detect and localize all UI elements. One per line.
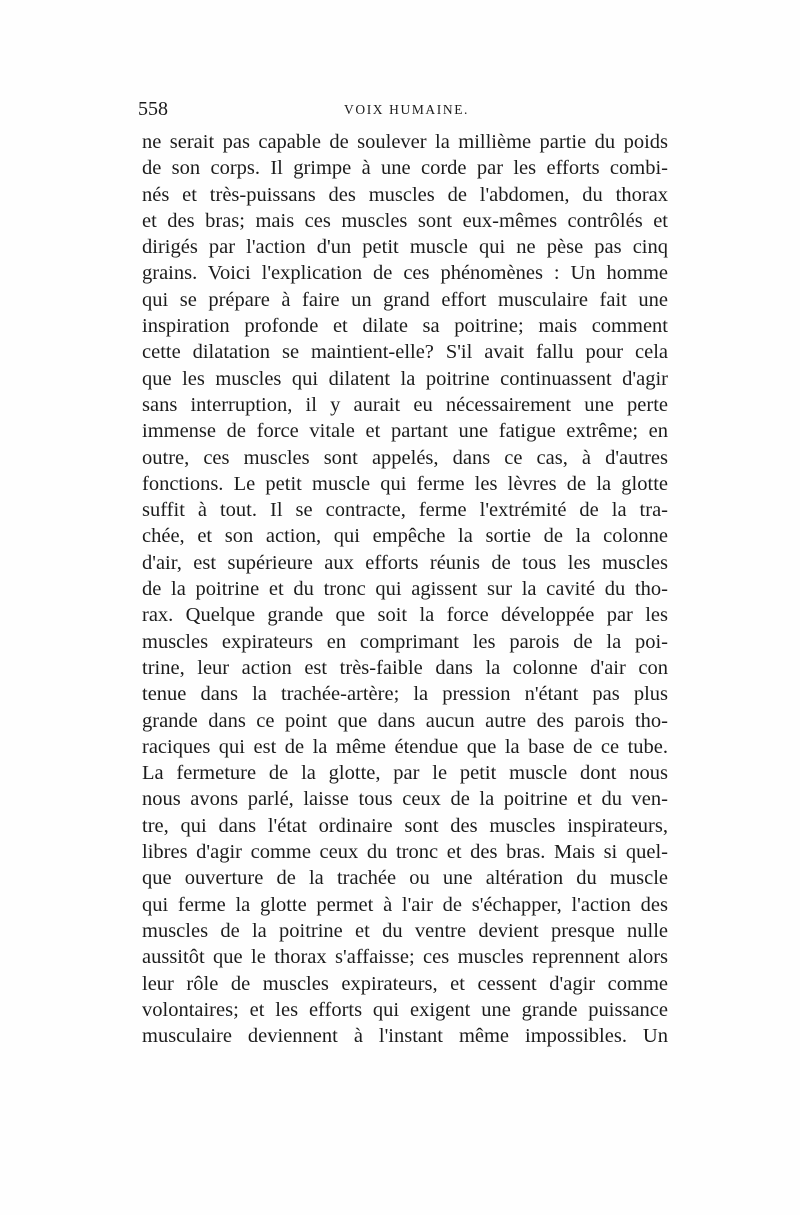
text-line: muscles expirateurs en comprimant les parois de la poi- — [142, 630, 668, 653]
text-line: aussitôt que le thorax s'affaisse; ces muscles reprennent alors — [142, 946, 668, 969]
text-line: libres d'agir comme ceux du tronc et des bras. Mais si quel- — [142, 841, 668, 864]
text-line: qui se prépare à faire un grand effort musculaire fait une — [142, 288, 668, 311]
text-line: et des bras; mais ces muscles sont eux-mêmes contrôlés et — [142, 209, 668, 232]
text-line: chée, et son action, qui empêche la sortie de la colonne — [142, 525, 668, 548]
page-header — [138, 96, 668, 126]
text-line: tre, qui dans l'état ordinaire sont des muscles inspirateurs, — [142, 814, 668, 837]
text-line: volontaires; et les efforts qui exigent une grande puissance — [142, 998, 668, 1021]
text-line: de son corps. Il grimpe à une corde par les efforts combi- — [142, 157, 668, 180]
text-line: nous avons parlé, laisse tous ceux de la poitrine et du ven- — [142, 788, 668, 811]
text-line: nés et très-puissans des muscles de l'abdomen, du thorax — [142, 183, 668, 206]
text-line: de la poitrine et du tronc qui agissent sur la cavité du tho- — [142, 578, 668, 601]
text-line: que ouverture de la trachée ou une altération du muscle — [142, 867, 668, 890]
text-line: musculaire deviennent à l'instant même impossibles. Un — [142, 1025, 668, 1048]
text-line: leur rôle de muscles expirateurs, et cessent d'agir comme — [142, 972, 668, 995]
text-line: d'air, est supérieure aux efforts réunis de tous les muscles — [142, 551, 668, 574]
text-line: tenue dans la trachée-artère; la pression n'étant pas plus — [142, 683, 668, 706]
text-line: grande dans ce point que dans aucun autre des parois tho- — [142, 709, 668, 732]
text-line: cette dilatation se maintient-elle? S'il avait fallu pour cela — [142, 341, 668, 364]
page-number: 558 — [138, 98, 168, 120]
text-line: ne serait pas capable de soulever la millième partie du poids — [142, 131, 668, 153]
text-line: raciques qui est de la même étendue que la base de ce tube. — [142, 735, 668, 758]
text-line: trine, leur action est très-faible dans la colonne d'air con — [142, 656, 668, 679]
text-line: qui ferme la glotte permet à l'air de s'échapper, l'action des — [142, 893, 668, 916]
text-line: que les muscles qui dilatent la poitrine continuassent d'agir — [142, 367, 668, 390]
text-line: rax. Quelque grande que soit la force développée par les — [142, 604, 668, 627]
text-line: La fermeture de la glotte, par le petit muscle dont nous — [142, 762, 668, 785]
text-line: suffit à tout. Il se contracte, ferme l'extrémité de la tra- — [142, 499, 668, 522]
text-line: dirigés par l'action d'un petit muscle qui ne pèse pas cinq — [142, 236, 668, 259]
running-title: VOIX HUMAINE. — [344, 102, 470, 117]
text-line: grains. Voici l'explication de ces phénomènes : Un homme — [142, 262, 668, 285]
text-line: inspiration profonde et dilate sa poitrine; mais comment — [142, 315, 668, 338]
body-text — [142, 129, 668, 1049]
text-line: sans interruption, il y aurait eu nécessairement une perte — [142, 393, 668, 416]
text-line: fonctions. Le petit muscle qui ferme les lèvres de la glotte — [142, 472, 668, 495]
text-line: outre, ces muscles sont appelés, dans ce cas, à d'autres — [142, 446, 668, 469]
text-line: muscles de la poitrine et du ventre devient presque nulle — [142, 919, 668, 942]
text-line: immense de force vitale et partant une fatigue extrême; en — [142, 420, 668, 443]
